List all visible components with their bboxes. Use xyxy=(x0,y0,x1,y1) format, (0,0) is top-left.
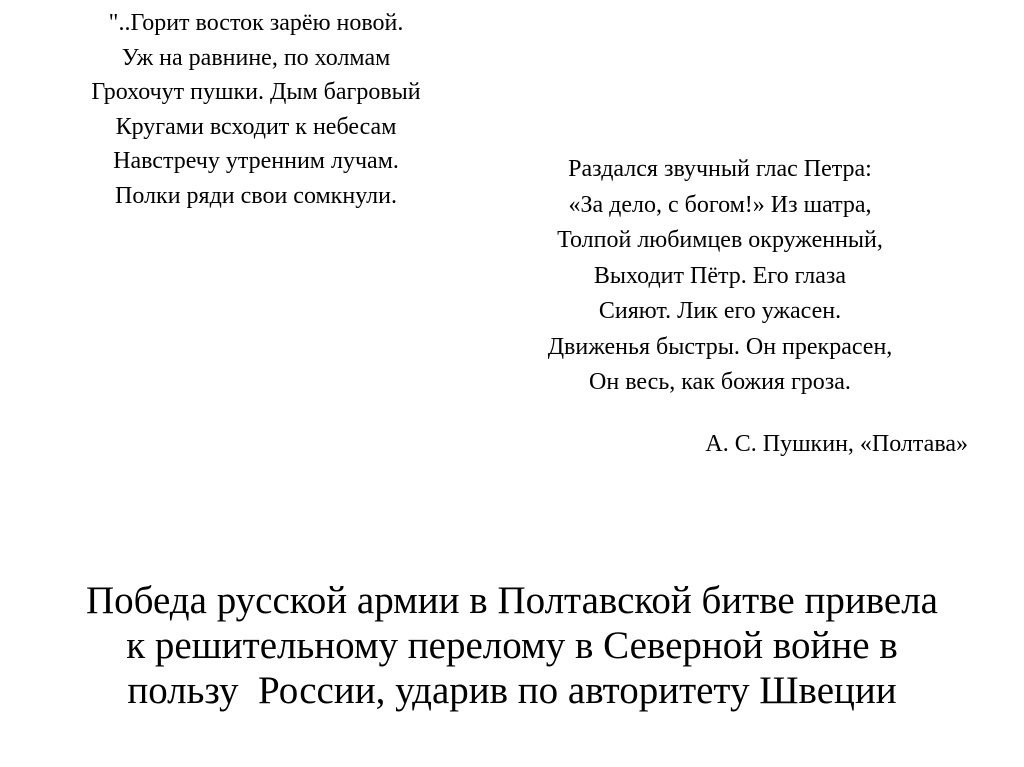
poem-line: Раздался звучный глас Петра: xyxy=(568,156,872,182)
conclusion-line: пользу России, ударив по авторитету Швеции xyxy=(127,669,897,712)
poem-line: "..Горит восток зарёю новой. xyxy=(108,10,404,36)
conclusion-line: к решительному перелому в Северной войне в xyxy=(126,624,898,667)
poem-line: Движенья быстры. Он прекрасен, xyxy=(547,333,893,360)
conclusion-text xyxy=(40,578,984,713)
poem-line: Выходит Пётр. Его глаза xyxy=(593,262,847,289)
poem-line: Кругами всходит к небесам xyxy=(115,113,397,140)
poem-line: Он весь, как божия гроза. xyxy=(589,369,851,395)
poem-line: Полки ряди свои сомкнули. xyxy=(115,182,397,209)
poem-line: Сияют. Лик его ужасен. xyxy=(598,298,842,324)
conclusion-line: Победа русской армии в Полтавской битве привела xyxy=(86,579,938,622)
poem-stanza-right xyxy=(500,152,940,401)
poem-stanza-left xyxy=(40,6,472,213)
poem-line: Грохочут пушки. Дым багровый xyxy=(91,79,421,105)
poem-attribution: А. С. Пушкин, «Полтава» xyxy=(705,431,968,457)
poem-line: «За дело, с богом!» Из шатра, xyxy=(568,191,872,218)
poem-line: Уж на равнине, по холмам xyxy=(121,44,391,71)
poem-line: Толпой любимцев окруженный, xyxy=(557,227,883,253)
poem-line: Навстречу утренним лучам. xyxy=(113,148,399,174)
